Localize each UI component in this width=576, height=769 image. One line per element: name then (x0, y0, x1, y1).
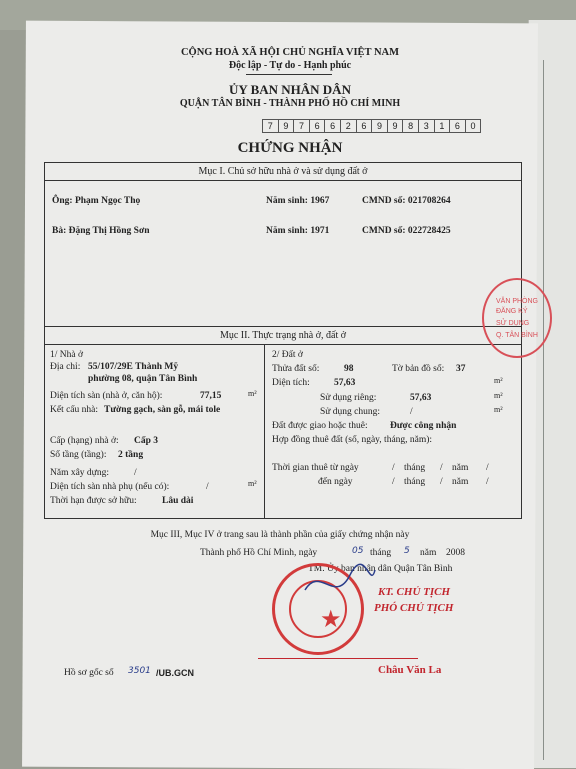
address-label: Địa chỉ: (50, 362, 81, 372)
serial-digit: 9 (279, 120, 295, 132)
allocation-value: Được công nhận (390, 421, 457, 431)
floor-area-label: Diện tích sàn (nhà ở, căn hộ): (50, 391, 163, 401)
year-built-label: Năm xây dựng: (50, 468, 109, 478)
address-line2: phường 08, quận Tân Bình (88, 374, 198, 384)
grade-value: Cấp 3 (134, 436, 159, 446)
land-area-label: Diện tích: (272, 378, 310, 388)
parcel-label: Thửa đất số: (272, 364, 320, 374)
serial-digit: 8 (403, 120, 419, 132)
serial-digit: 3 (419, 120, 435, 132)
serial-digit: 6 (325, 120, 341, 132)
signature-scribble (300, 560, 380, 610)
file-suffix: /UB.GCN (156, 668, 194, 678)
frame-line (44, 180, 522, 181)
owner1-birth: Năm sinh: 1967 (266, 196, 330, 206)
national-motto: Độc lập - Tự do - Hạnh phúc (228, 60, 352, 71)
private-use-value: 57,63 (410, 393, 432, 403)
shared-use-unit: m² (494, 405, 503, 414)
aux-area-label: Diện tích sàn nhà phụ (nếu có): (50, 482, 170, 492)
private-use-unit: m² (494, 391, 503, 400)
grade-label: Cấp (hạng) nhà ở: (50, 436, 119, 446)
lease-to-slash3: / (486, 477, 489, 487)
floor-area-unit: m² (248, 389, 257, 398)
certificate-title: CHỨNG NHẬN (237, 140, 343, 156)
parcel-value: 98 (344, 364, 354, 374)
term-value: Lâu dài (162, 496, 194, 506)
lease-to-slash1: / (392, 477, 395, 487)
district-title: QUẬN TÂN BÌNH - THÀNH PHỐ HỒ CHÍ MINH (179, 98, 401, 109)
serial-digit: 6 (310, 120, 326, 132)
land-heading: 2/ Đất ở (272, 350, 303, 360)
owner2-birth: Năm sinh: 1971 (266, 226, 330, 236)
issue-year-label: năm (420, 548, 437, 558)
owner2-name: Bà: Đặng Thị Hồng Sơn (52, 226, 150, 236)
motto-underline (246, 74, 332, 75)
structure-label: Kết cấu nhà: (50, 405, 99, 415)
section2-heading: Mục II. Thực trạng nhà ở, đất ở (219, 330, 347, 341)
aux-area-value: / (206, 482, 209, 492)
lease-from-slash1: / (392, 463, 395, 473)
allocation-label: Đất được giao hoặc thuê: (272, 421, 368, 431)
footer-note: Mục III, Mục IV ở trang sau là thành phần của giấy chứng nhận này (150, 530, 410, 540)
lease-contract-label: Hợp đồng thuê đất (số, ngày, tháng, năm): (272, 435, 433, 445)
lease-from-slash2: / (440, 463, 443, 473)
term-label: Thời hạn được sở hữu: (50, 496, 137, 506)
private-use-label: Sử dụng riêng: (320, 393, 377, 403)
serial-digit: 6 (357, 120, 373, 132)
lease-to-label: đến ngày (318, 477, 353, 487)
signer-title1: KT. CHỦ TỊCH (378, 586, 451, 598)
serial-digit: 7 (294, 120, 310, 132)
signer-title2: PHÓ CHỦ TỊCH (374, 602, 454, 614)
serial-digit: 0 (470, 121, 476, 131)
national-title: CỘNG HOÀ XÃ HỘI CHỦ NGHĨA VIỆT NAM (180, 47, 400, 58)
lease-from-slash3: / (486, 463, 489, 473)
owner1-name: Ông: Phạm Ngọc Thọ (52, 196, 141, 206)
lease-from-year: năm (452, 463, 469, 473)
issue-year: 2008 (446, 548, 465, 558)
land-area-unit: m² (494, 376, 503, 385)
lease-to-month: tháng (404, 477, 426, 487)
office-stamp: VĂN PHÒNG ĐĂNG KÝ SỬ DỤNG Q. TÂN BÌNH (482, 278, 552, 358)
serial-digit: 7 (263, 120, 279, 132)
column-divider (264, 344, 265, 519)
signature-line (258, 658, 418, 659)
issue-month-label: tháng (370, 548, 392, 558)
signer-name: Châu Văn La (378, 664, 442, 676)
floors-value: 2 tầng (118, 450, 144, 460)
frame-line (44, 326, 522, 327)
shared-use-label: Sử dụng chung: (320, 407, 381, 417)
map-sheet-label: Tờ bản đồ số: (392, 364, 445, 374)
issue-month: 5 (404, 546, 410, 556)
land-area-value: 57,63 (334, 378, 356, 388)
floors-label: Số tầng (tầng): (50, 450, 107, 460)
floor-area-value: 77,15 (200, 391, 222, 401)
owner2-id: CMND số: 022728425 (362, 226, 451, 236)
file-number: 3501 (128, 666, 151, 676)
frame-line (44, 518, 522, 519)
issue-date-prefix: Thành phố Hồ Chí Minh, ngày (200, 548, 318, 558)
serial-digit: 9 (388, 120, 404, 132)
lease-from-label: Thời gian thuê từ ngày (272, 463, 359, 473)
aux-area-unit: m² (248, 479, 257, 488)
lease-to-year: năm (452, 477, 469, 487)
file-label: Hồ sơ gốc số (64, 668, 114, 678)
serial-number-boxes (262, 119, 481, 133)
serial-digit: 1 (435, 120, 451, 132)
address-line1: 55/107/29E Thành Mỹ (88, 362, 179, 372)
house-heading: 1/ Nhà ở (50, 350, 83, 360)
structure-value: Tường gạch, sàn gỗ, mái tole (104, 405, 221, 415)
lease-from-month: tháng (404, 463, 426, 473)
map-sheet-value: 37 (456, 364, 466, 374)
year-built-value: / (134, 468, 137, 478)
serial-digit: 9 (372, 120, 388, 132)
seal-star-icon: ★ (320, 607, 342, 633)
signer-org: TM. Ủy ban nhân dân Quận Tân Bình (308, 564, 453, 574)
authority-title: ỦY BAN NHÂN DÂN (229, 82, 351, 97)
serial-digit: 6 (450, 120, 466, 132)
lease-to-slash2: / (440, 477, 443, 487)
section1-heading: Mục I. Chủ sở hữu nhà ở và sử dụng đất ở (198, 166, 368, 177)
serial-digit: 2 (341, 120, 357, 132)
frame-line (44, 344, 522, 345)
issue-day: 05 (352, 546, 364, 556)
owner1-id: CMND số: 021708264 (362, 196, 451, 206)
shared-use-value: / (410, 407, 413, 417)
frame-line (44, 162, 522, 163)
